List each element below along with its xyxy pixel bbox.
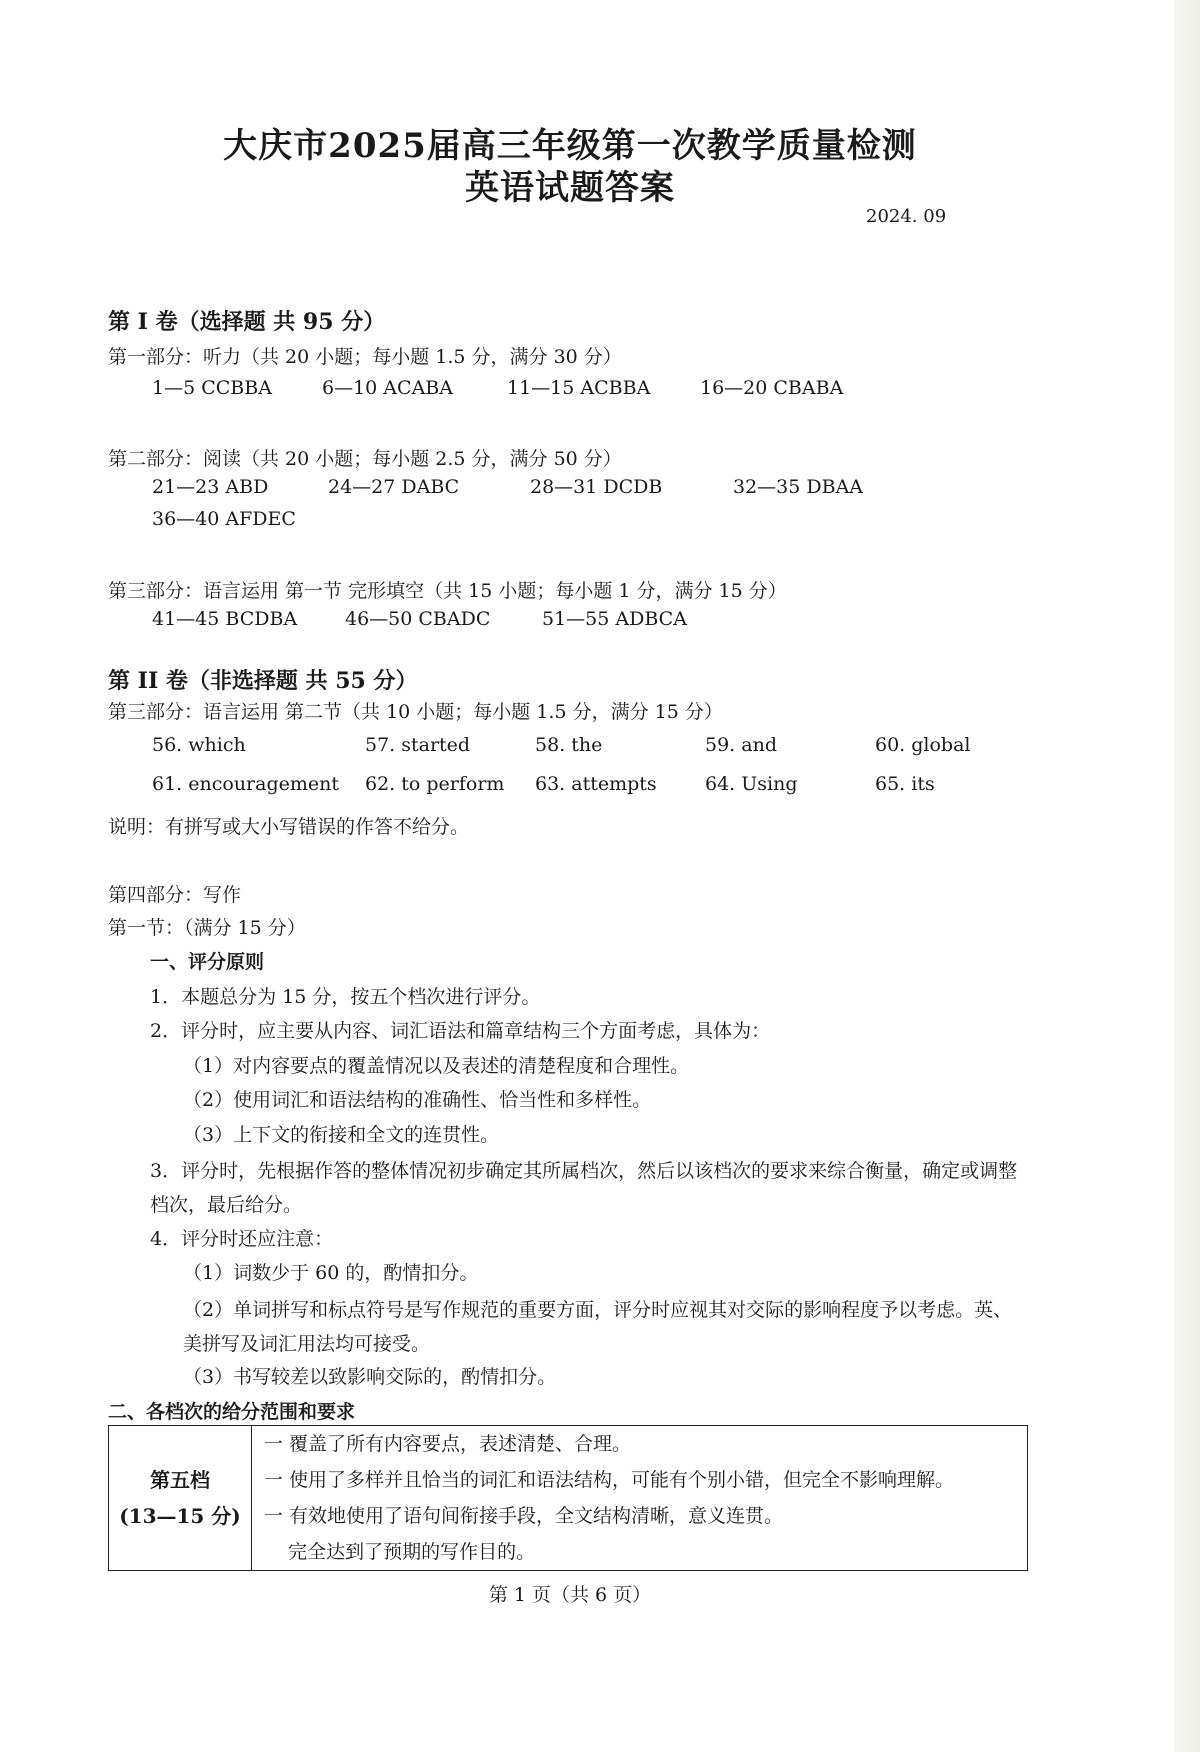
principles-title: 一、评分原则 xyxy=(150,951,265,973)
document-subtitle: 英语试题答案 xyxy=(465,168,675,208)
answer-group: 6—10 ACABA xyxy=(322,377,453,399)
answer-item: 60. global xyxy=(875,734,971,756)
answer-group: 46—50 CBADC xyxy=(345,608,491,630)
grades-title: 二、各档次的给分范围和要求 xyxy=(108,1401,356,1423)
writing-label: 第四部分：写作 xyxy=(108,884,242,906)
grade-criterion: 一 覆盖了所有内容要点，表述清楚、合理。 xyxy=(264,1433,632,1455)
document-date: 2024. 09 xyxy=(866,206,947,227)
writing-section-label: 第一节：（满分 15 分） xyxy=(108,917,306,939)
principle-4-2 xyxy=(183,1293,1030,1361)
answer-item: 58. the xyxy=(535,734,603,756)
answer-group: 51—55 ADBCA xyxy=(542,608,687,630)
grammar-label: 第三部分：语言运用 第二节（共 10 小题；每小题 1.5 分，满分 15 分） xyxy=(108,701,723,723)
answer-group: 21—23 ABD xyxy=(152,476,269,498)
answer-group: 36—40 AFDEC xyxy=(152,508,296,530)
answer-item: 57. started xyxy=(365,734,471,756)
reading-label: 第二部分：阅读（共 20 小题；每小题 2.5 分，满分 50 分） xyxy=(108,448,622,470)
grade-criterion: 一 使用了多样并且恰当的词汇和语法结构，可能有个别小错，但完全不影响理解。 xyxy=(264,1469,955,1491)
principle-4-3: （3）书写较差以致影响交际的，酌情扣分。 xyxy=(183,1366,557,1388)
grade-criterion: 完全达到了预期的写作目的。 xyxy=(264,1541,536,1563)
principle-2-3: （3）上下文的衔接和全文的连贯性。 xyxy=(183,1124,500,1146)
principle-2-1: （1）对内容要点的覆盖情况以及表述的清楚程度和合理性。 xyxy=(183,1055,690,1077)
principle-4-1: （1）词数少于 60 的，酌情扣分。 xyxy=(183,1262,479,1284)
answer-item: 65. its xyxy=(875,773,935,795)
page-number: 第 1 页（共 6 页） xyxy=(488,1584,652,1606)
listening-label: 第一部分：听力（共 20 小题；每小题 1.5 分，满分 30 分） xyxy=(108,346,622,368)
grade-criterion: 一 有效地使用了语句间衔接手段，全文结构清晰，意义连贯。 xyxy=(264,1505,784,1527)
grade-table xyxy=(108,1425,1028,1571)
answer-group: 16—20 CBABA xyxy=(700,377,844,399)
principle-3 xyxy=(150,1154,1030,1222)
principle-4-2-text: （2）单词拼写和标点符号是写作规范的重要方面，评分时应视其对交际的影响程度予以考虑。英、美拼写及词汇用法均可接受。 xyxy=(183,1299,1013,1355)
grammar-note: 说明：有拼写或大小写错误的作答不给分。 xyxy=(108,816,470,838)
principle-4: 4．评分时还应注意： xyxy=(150,1228,334,1250)
answer-group: 1—5 CCBBA xyxy=(152,377,272,399)
document-title: 大庆市2025届高三年级第一次教学质量检测 xyxy=(223,126,917,166)
principle-1: 1．本题总分为 15 分，按五个档次进行评分。 xyxy=(150,986,541,1008)
answer-group: 11—15 ACBBA xyxy=(507,377,651,399)
answer-group: 24—27 DABC xyxy=(328,476,460,498)
answer-item: 62. to perform xyxy=(365,773,505,795)
answer-item: 59. and xyxy=(705,734,777,756)
grade-level-range: (13—15 分) xyxy=(119,1504,241,1528)
volume-1-heading: 第 I 卷（选择题 共 95 分） xyxy=(108,309,386,335)
principle-3-text: 3．评分时，先根据作答的整体情况初步确定其所属档次，然后以该档次的要求来综合衡量，确定或调整档次，最后给分。 xyxy=(150,1160,1018,1216)
grade-criteria-cell xyxy=(252,1426,1028,1571)
volume-2-heading: 第 II 卷（非选择题 共 55 分） xyxy=(108,668,418,694)
answer-group: 28—31 DCDB xyxy=(530,476,663,498)
answer-item: 56. which xyxy=(152,734,246,756)
answer-group: 32—35 DBAA xyxy=(733,476,864,498)
answer-group: 41—45 BCDBA xyxy=(152,608,298,630)
answer-item: 61. encouragement xyxy=(152,773,340,795)
cloze-label: 第三部分：语言运用 第一节 完形填空（共 15 小题；每小题 1 分，满分 15 分） xyxy=(108,580,787,602)
answer-item: 63. attempts xyxy=(535,773,657,795)
answer-item: 64. Using xyxy=(705,773,798,795)
principle-2-2: （2）使用词汇和语法结构的准确性、恰当性和多样性。 xyxy=(183,1089,652,1111)
grade-level-cell xyxy=(109,1426,252,1571)
grade-row xyxy=(109,1426,1028,1571)
principle-2: 2．评分时，应主要从内容、词汇语法和篇章结构三个方面考虑，具体为： xyxy=(150,1020,771,1042)
grade-level-name: 第五档 xyxy=(150,1468,210,1492)
